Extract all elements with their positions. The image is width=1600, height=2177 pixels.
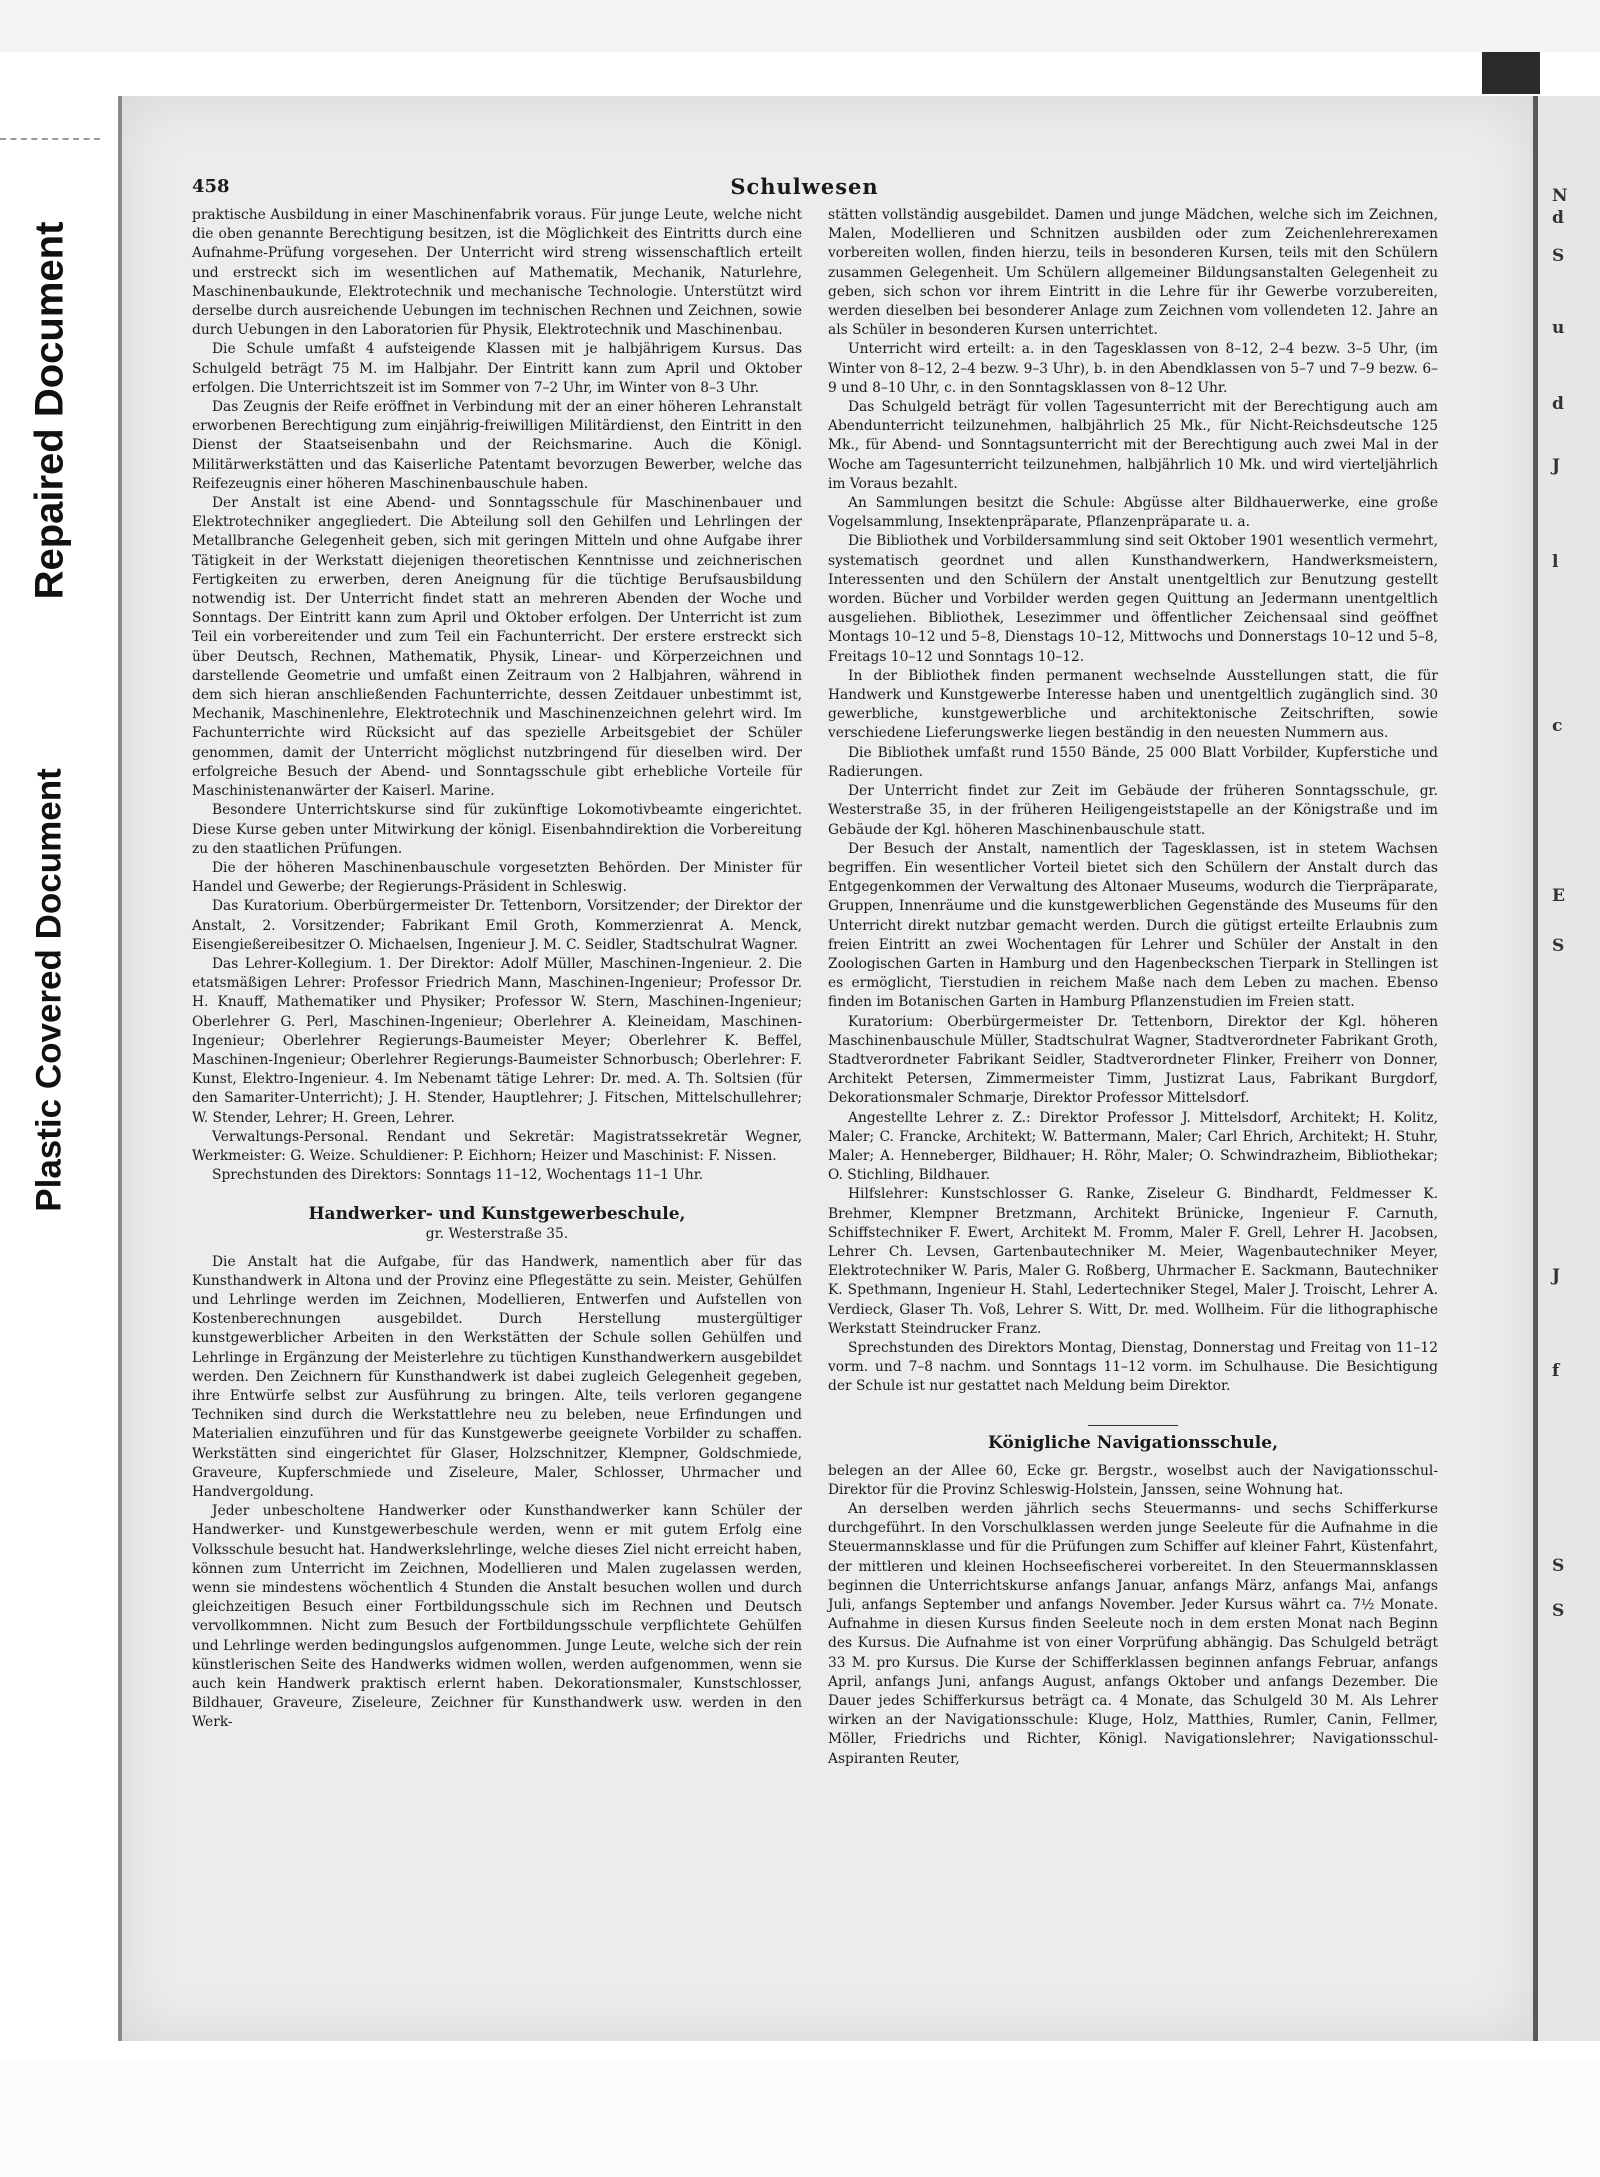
paragraph: Der Unterricht findet zur Zeit im Gebäude der früheren Sonntagsschule, gr. Westerstraße 35, in der früheren Heiligengeiststapelle an der Königstraße und im Gebäude der Kgl. höheren Maschinenbauschule statt. — [828, 783, 1438, 838]
paragraph: An derselben werden jährlich sechs Steuermanns- und sechs Schifferkurse durchgeführt. In den Vorschulklassen werden junge Seeleute für die Aufnahme in die Steuermannsklasse und für die Prüfungen zum Schiffer auf kleiner Fahrt, Küstenfahrt, der mittleren und kleinen Hochseefischerei vorbereitet. In den Steuermannsklassen beginnen die Unterrichtskurse anfangs Januar, anfangs März, anfangs Mai, anfangs Juli, anfangs September und anfangs November. Jeder Kursus währt ca. 7½ Monate. Aufnahme in diesen Kursus finden Seeleute noch in dem ersten Monat nach Beginn des Kursus. Die Aufnahme ist von einer Vorprüfung abhängig. Das Schulgeld beträgt 33 M. pro Kursus. Die Kurse der Schifferklassen beginnen anfangs Februar, anfangs April, anfangs Juni, anfangs August, anfangs Oktober und anfangs Dezember. Die Dauer jedes Schifferkursus beträgt ca. 4 Monate, das Schulgeld 30 M. Als Lehrer wirken an der Navigationsschule: Kluge, Holz, Matthies, Rumler, Canin, Fellmer, Möller, Friedrichs und Richter, Königl. Navigationslehrer; Navigationsschul-Aspiranten Reuter, — [828, 1501, 1438, 1767]
paragraph: Die Bibliothek umfaßt rund 1550 Bände, 25 000 Blatt Vorbilder, Kupferstiche und Radierungen. — [828, 744, 1438, 780]
paragraph: Das Kuratorium. Oberbürgermeister Dr. Tettenborn, Vorsitzender; der Direktor der Anstalt, 2. Vorsitzender; Fabrikant Emil Groth, Kommerzienrat A. Menck, Eisengießereibesitzer O. Michaelsen, Ingenieur J. M. C. Seidler, Stadtschulrat Wagner. — [192, 898, 802, 953]
neighbor-letter: N — [1552, 186, 1568, 206]
paragraph: Das Schulgeld beträgt für vollen Tagesunterricht mit der Berechtigung auch am Abendunterricht teilzunehmen, halbjährlich 25 Mk., für Nicht-Reichsdeutsche 125 Mk., für Abend- und Sonntagsunterricht mit der Berechtigung auch zwei Mal in der Woche am Tagesunterricht teilzunehmen, halbjährlich 10 Mk. und wird vierteljährlich im Voraus bezahlt. — [828, 399, 1438, 492]
plastic-covered-label: Plastic Covered Document — [30, 768, 69, 1212]
neighbor-letter: c — [1552, 716, 1563, 736]
paragraph: Angestellte Lehrer z. Z.: Direktor Professor J. Mittelsdorf, Architekt; H. Kolitz, Maler; C. Francke, Architekt; W. Battermann, Maler; Carl Ehrich, Architekt; H. Stuhr, Maler; A. Henneberger, Bildhauer; H. Röhr, Maler; O. Schwindrazheim, Bibliothekar; O. Stichling, Bildhauer. — [828, 1109, 1438, 1184]
section-subheading: gr. Westerstraße 35. — [425, 1226, 569, 1243]
paragraph: Das Lehrer-Kollegium. 1. Der Direktor: Adolf Müller, Maschinen-Ingenieur. 2. Die etatsmäßigen Lehrer: Professor Friedrich Mann, Maschinen-Ingenieur; Professor Dr. H. Knauff, Mathematiker und Physiker; Professor W. Stern, Maschinen-Ingenieur; Oberlehrer G. Perl, Maschinen-Ingenieur; Oberlehrer A. Kleineidam, Maschinen-Ingenieur; Oberlehrer Regierungs-Baumeister Meyer; Oberlehrer K. Beffel, Maschinen-Ingenieur; Oberlehrer Regierungs-Baumeister Schnorbusch; Oberlehrer: F. Kunst, Elektro-Ingenieur. 4. Im Nebenamt tätige Lehrer: Dr. med. A. Th. Soltsien (für den Samariter-Unterricht); J. H. Stender, Hauptlehrer; J. Fitschen, Mittelschullehrer; W. Stender, Lehrer; H. Green, Lehrer. — [192, 955, 802, 1126]
paragraph: In der Bibliothek finden permanent wechselnde Ausstellungen statt, die für Handwerk und Kunstgewerbe Interesse haben und unentgeltlich zugänglich sind. 30 gewerbliche, kunstgewerbliche und architektonische Zeitschriften, sowie verschiedene Lieferungswerke liegen beständig in den neuesten Nummern aus. — [828, 667, 1438, 742]
paragraph: belegen an der Allee 60, Ecke gr. Bergstr., woselbst auch der Navigationsschul-Direktor für die Provinz Schleswig-Holstein, Janssen, seine Wohnung hat. — [828, 1462, 1438, 1498]
paragraph: Besondere Unterrichtskurse sind für zukünftige Lokomotivbeamte eingerichtet. Diese Kurse geben unter Mitwirkung der königl. Eisenbahndirektion die Vorbereitung zu den staatlichen Prüfungen. — [192, 802, 802, 857]
paragraph: Die Anstalt hat die Aufgabe, für das Handwerk, namentlich aber für das Kunsthandwerk in Altona und der Provinz eine Pflegestätte zu sein. Meister, Gehülfen und Lehrlinge werden im Zeichnen, Modellieren, Entwerfen und Aufstellen von Kostenberechnungen ausgebildet. Durch Herstellung mustergültiger kunstgewerblicher Arbeiten in den Werkstätten der Schule sollen Gehülfen und Lehrlinge in Ergänzung der Meisterlehre zu tüchtigen Kunsthandwerkern ausgebildet werden. Den Zeichnern für Kunsthandwerk ist dabei zugleich Gelegenheit gegeben, ihre Entwürfe selbst zur Ausführung zu bringen. Alte, teils verloren gegangene Techniken sind durch die Werkstattlehre neu zu beleben, neue Erfindungen und Materialien einzuführen und für das Kunstgewerbe geeignete Vorbilder zu schaffen. Werkstätten sind eingerichtet für Glaser, Holzschnitzer, Klempner, Goldschmiede, Graveure, Kupferschmiede und Ziseleure, Maler, Schlosser, Uhrmacher und Handvergoldung. — [192, 1253, 802, 1500]
running-title: Schulwesen — [730, 174, 879, 199]
neighbor-letter: S — [1552, 936, 1565, 956]
paragraph: stätten vollständig ausgebildet. Damen und junge Mädchen, welche sich im Zeichnen, Malen, Modellieren und Schnitzen ausbilden oder zum Zeichenlehrerexamen vorbereiten wollen, finden hierzu, teils in besonderen Kursen, teils mit den Schülern zusammen Gelegenheit. Um Schülern allgemeiner Bildungsanstalten Gelegenheit zu geben, sich schon vor ihrem Eintritt in die Lehre für ihr Gewerbe vorzubereiten, werden dieselben bei besonderer Anlage zum Zeichnen vom vollendeten 12. Jahre an als Schüler in besonderen Kursen unterrichtet. — [828, 207, 1438, 339]
paragraph: Jeder unbescholtene Handwerker oder Kunsthandwerker kann Schüler der Handwerker- und Kunstgewerbeschule werden, wenn er mit gutem Erfolg eine Volksschule besucht hat. Handwerkslehrlinge, welche dieses Ziel nicht erreicht haben, können zum Unterricht im Zeichnen, Modellieren und Malen zugelassen werden, wenn sie mindestens wöchentlich 4 Stunden die Anstalt besuchen wollen und durch gleichzeitigen Besuch einer Fortbildungsschule sich im Rechnen und Deutsch vervollkommnen. Nicht zum Besuch der Fortbildungsschule verpflichtete Gehülfen und Lehrlinge werden bedingungslos aufgenommen. Junge Leute, welche sich der rein künstlerischen Seite des Handwerks widmen wollen, werden aufgenommen, wenn sie auch kein Handwerk praktisch erlernt haben. Dekorationsmaler, Kunstschlosser, Bildhauer, Graveure, Ziseleure, Zeichner für Kunsthandwerk usw. werden in den Werk- — [192, 1503, 802, 1731]
scan-bottom-margin — [0, 2060, 1600, 2177]
neighbor-letter: f — [1552, 1361, 1560, 1381]
paragraph: Kuratorium: Oberbürgermeister Dr. Tettenborn, Direktor der Kgl. höheren Maschinenbauschule Müller, Stadtschulrat Wagner, Stadtverordneter Fabrikant Groth, Stadtverordneter Fabrikant Seidler, Stadtverordneter Flinker, Freiherr von Donner, Architekt Petersen, Zimmermeister Timm, Justizrat Laus, Fabrikant Burgdorf, Dekorationsmaler Schmarje, Direktor Professor Mittelsdorf. — [828, 1013, 1438, 1107]
neighbor-letter: S — [1552, 1556, 1565, 1576]
paragraph: Die Schule umfaßt 4 aufsteigende Klassen mit je halbjährigem Kursus. Das Schulgeld beträgt 75 M. im Halbjahr. Der Eintritt kann zum April und Oktober erfolgen. Die Unterrichtszeit ist im Sommer von 7–2 Uhr, im Winter von 8–3 Uhr. — [192, 341, 802, 396]
scan-top-margin — [0, 0, 1600, 52]
paragraph: Sprechstunden des Direktors Montag, Dienstag, Donnerstag und Freitag von 11–12 vorm. und 7–8 nachm. und Sonntags 11–12 vorm. im Schulhause. Die Besichtigung der Schule ist nur gestattet nach Meldung beim Direktor. — [828, 1339, 1438, 1395]
paragraph: Der Besuch der Anstalt, namentlich der Tagesklassen, ist in stetem Wachsen begriffen. Ein wesentlicher Vorteil bietet sich den Schülern der Anstalt durch das Entgegenkommen der Verwaltung des Altonaer Museums, wodurch die Tierpräparate, Gruppen, Innenräume und die kunstgewerblichen Gegenstände des Museums für den Unterricht direkt nutzbar gemacht werden. Durch die gütigst erteilte Erlaubnis zum freien Eintritt an zwei Wochentagen für Lehrer und Schüler der Anstalt in den Zoologischen Garten in Hamburg und den Hagenbeckschen Tierpark in Stellingen ist es ermöglicht, Tierstudien in reichem Maße nach dem Leben zu machen. Ebenso finden im Botanischen Garten in Hamburg Pflanzenstudien im Freien statt. — [828, 840, 1438, 1011]
paragraph: Verwaltungs-Personal. Rendant und Sekretär: Magistratssekretär Wegner, Werkmeister: G. Weize. Schuldiener: P. Eichhorn; Heizer und Maschinist: F. Nissen. — [192, 1128, 802, 1164]
section-heading: Handwerker- und Kunstgewerbeschule, — [308, 1204, 686, 1225]
paragraph: Sprechstunden des Direktors: Sonntags 11–12, Wochentags 11–1 Uhr. — [212, 1167, 704, 1184]
neighbor-letter: d — [1552, 208, 1564, 228]
left-column — [192, 206, 802, 1733]
paragraph: An Sammlungen besitzt die Schule: Abgüsse alter Bildhauerwerke, eine große Vogelsammlung, Insektenpräparate, Pflanzenpräparate u. a. — [828, 495, 1438, 531]
neighbor-page-fragment — [1538, 96, 1600, 2041]
scan-corner-block — [1482, 52, 1540, 94]
section-heading: Königliche Navigationsschule, — [987, 1432, 1278, 1453]
page-edge-left — [118, 96, 122, 2041]
right-column — [828, 206, 1438, 1769]
paragraph: Hilfslehrer: Kunstschlosser G. Ranke, Ziseleur G. Bindhardt, Feldmesser K. Brehmer, Klempner Bretzmann, Architekt Brünicke, Ingenieur F. Carnuth, Schiffstechniker F. Ewert, Architekt M. Fromm, Maler F. Grell, Lehrer H. Jacobsen, Lehrer Ch. Levsen, Gartenbautechniker M. Meier, Wagenbautechniker Meyer, Elektrotechniker W. Paris, Maler G. Roßberg, Uhrmacher E. Sackmann, Bautechniker K. Spethmann, Ingenieur H. Stahl, Ledertechniker Stegel, Maler J. Troischt, Lehrer A. Verdieck, Glaser Th. Voß, Lehrer S. Witt, Dr. med. Wollheim. Für die lithographische Werkstatt Steindrucker Franz. — [828, 1186, 1438, 1337]
paragraph: Unterricht wird erteilt: a. in den Tagesklassen von 8–12, 2–4 bezw. 3–5 Uhr, (im Winter von 8–12, 2–4 bezw. 9–3 Uhr), b. in den Abendklassen von 5–7 und 7–9 bezw. 6–9 und 8–10 Uhr, c. in den Sonntagsklassen von 8–12 Uhr. — [828, 341, 1438, 396]
paragraph: Der Anstalt ist eine Abend- und Sonntagsschule für Maschinenbauer und Elektrotechniker angegliedert. Die Abteilung soll den Gehilfen und Lehrlingen der Metallbranche Gelegenheit geben, sich mit geringen Mitteln und ohne Aufgabe ihrer Tätigkeit in der Werkstatt diejenigen theoretischen Kenntnisse und zeichnerischen Fertigkeiten zu erwerben, deren Aneignung für die tüchtige Berufsausbildung notwendig ist. Der Unterricht findet statt an mehreren Abenden der Woche und Sonntags. Der Eintritt kann zum April und Oktober erfolgen. Der Unterricht ist zum Teil ein vorbereitender und zum Teil ein Fachunterricht. Der erstere erstreckt sich über Deutsch, Rechnen, Mathematik, Physik, Linear- und Körperzeichnen und darstellende Geometrie und umfaßt einen Zeitraum von 2 Halbjahren, während in dem sich hieran anschließenden Fachunterrichte, dessen Zeitdauer unbestimmt ist, Mechanik, Maschinenlehre, Elektrotechnik und Maschinenzeichnen gelehrt wird. Im Fachunterrichte wird Rücksicht auf das spezielle Arbeitsgebiet der Schüler genommen, damit der Unterricht möglichst nutzbringend für dieselben wird. Der erfolgreiche Besuch der Abend- und Sonntagsschule gibt erhebliche Vorteile für Maschinistenanwärter der Kaiserl. Marine. — [192, 495, 802, 800]
neighbor-letter: d — [1552, 394, 1564, 414]
neighbor-letter: E — [1552, 886, 1565, 906]
repaired-document-label: Repaired Document — [27, 221, 72, 599]
neighbor-letter: S — [1552, 1601, 1565, 1621]
neighbor-letter: u — [1552, 318, 1565, 338]
neighbor-letter: S — [1552, 246, 1565, 266]
page-number: 458 — [192, 176, 230, 197]
section-rule — [1088, 1425, 1178, 1426]
neighbor-letter: J — [1552, 456, 1561, 476]
paragraph: Die der höheren Maschinenbauschule vorgesetzten Behörden. Der Minister für Handel und Gewerbe; der Regierungs-Präsident in Schleswig. — [192, 859, 802, 896]
paragraph: praktische Ausbildung in einer Maschinenfabrik voraus. Für junge Leute, welche nicht die oben genannte Berechtigung besitzen, ist die Möglichkeit des Eintritts durch eine Aufnahme-Prüfung vorgesehen. Der Unterricht wird streng wissenschaftlich erteilt und erstreckt sich im wesentlichen auf Mathematik, Mechanik, Naturlehre, Maschinenbaukunde, Elektrotechnik und mechanische Technologie. Unterstützt wird derselbe durch ausreichende Uebungen im technischen Rechnen und Zeichnen, sowie durch Uebungen in den Laboratorien für Physik, Elektrotechnik und Maschinenbau. — [192, 207, 802, 339]
paragraph: Das Zeugnis der Reife eröffnet in Verbindung mit der an einer höheren Lehranstalt erworbenen Berechtigung zum einjährig-freiwilligen Militärdienst, den Eintritt in den Dienst der Staatseisenbahn und der Reichsmarine. Auch die Königl. Militärwerkstätten und das Kaiserliche Patentamt bevorzugen Bewerber, welche das Reifezeugnis einer höheren Maschinenbauschule haben. — [192, 399, 802, 492]
neighbor-letter: l — [1552, 552, 1559, 572]
paragraph: Die Bibliothek und Vorbildersammlung sind seit Oktober 1901 wesentlich vermehrt, systematisch geordnet und allen Kunsthandwerkern, Handwerksmeistern, Interessenten und den Schülern der Anstalt unentgeltlich zur Benutzung gestellt worden. Bücher und Vorbilder werden gegen Quittung an Jedermann unentgeltlich ausgeliehen. Bibliothek, Lesezimmer und öffentlicher Zeichensaal sind geöffnet Montags 10–12 und 5–8, Dienstags 10–12, Mittwochs und Donnerstags 10–12 und 5–8, Freitags 10–12 und Sonntags 10–12. — [828, 533, 1438, 665]
page-header — [192, 176, 1417, 204]
neighbor-letter: J — [1552, 1266, 1561, 1286]
